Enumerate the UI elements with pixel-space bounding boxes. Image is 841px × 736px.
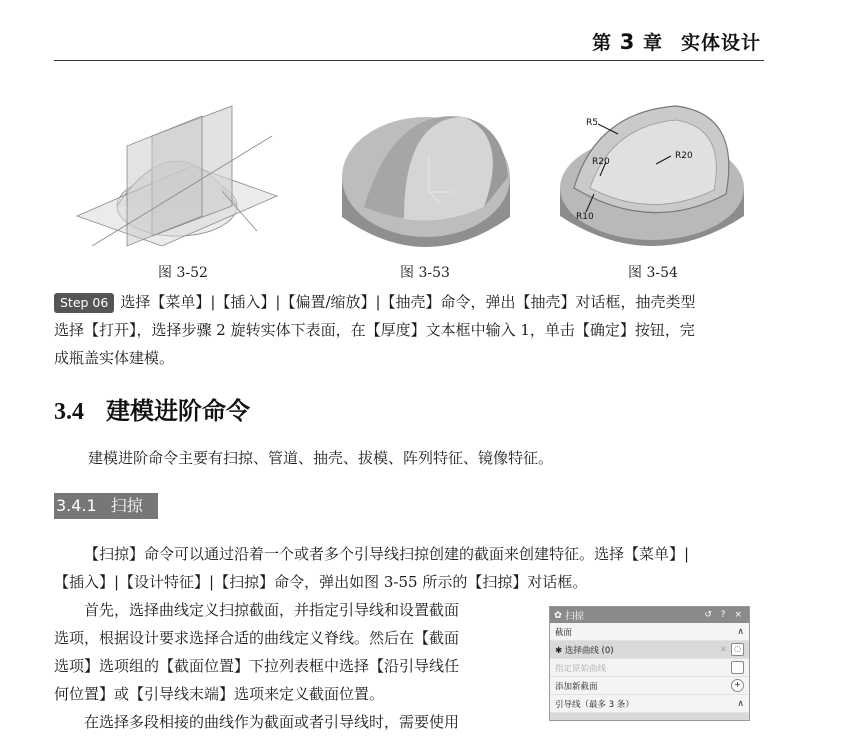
curve-rule-icon[interactable]: ◌ xyxy=(731,643,744,656)
step-badge: Step 06 xyxy=(54,293,114,313)
gear-icon: ✿ xyxy=(554,609,562,621)
figure-3-53-caption: 图 3-53 xyxy=(400,265,450,281)
section-heading: 3.4 建模进阶命令 xyxy=(54,396,250,425)
figure-3-52-image xyxy=(72,96,282,256)
select-curve-row[interactable]: ✱ 选择曲线 (0) ✕ ◌ xyxy=(550,641,749,659)
chapter-header: 第 3 章 实体设计 xyxy=(592,30,761,54)
figure-3-54-caption: 图 3-54 xyxy=(628,265,678,281)
chevron-up-icon[interactable]: ∧ xyxy=(737,626,744,637)
figure-3-52-caption: 图 3-52 xyxy=(158,265,208,281)
figure-3-53-image xyxy=(334,97,518,257)
chevron-up-icon[interactable]: ∧ xyxy=(737,698,744,709)
remove-icon[interactable]: ✕ xyxy=(719,644,727,655)
dialog-title: 扫掠 xyxy=(564,611,584,622)
guide-group-header[interactable]: 引导线（最多 3 条） ∧ xyxy=(550,695,749,713)
sweep-intro-paragraph: 【扫掠】命令可以通过沿着一个或者多个引导线扫掠创建的截面来创建特征。选择【菜单】| 【插入】|【设计特征】|【扫掠】命令，弹出如图 3-55 所示的【扫掠】对话框。 xyxy=(54,545,690,591)
figure-3-54-label-r10: R10 xyxy=(576,212,594,222)
sweep-detail-paragraph: 首先，选择曲线定义扫掠截面，并指定引导线和设置截面 选项，根据设计要求选择合适的曲线定义脊线。然后在【截面 选项】选项组的【截面位置】下拉列表框中选择【沿引导线任 何位置】或【引导线末端】选项来定义截面位置。 在选择多段相接的曲线作为截面或者引导线时，需要使用 xyxy=(54,601,460,731)
sweep-dialog xyxy=(549,606,750,721)
section-group-header[interactable]: 截面 ∧ xyxy=(550,623,749,641)
dialog-controls[interactable]: ↺ ? × xyxy=(704,610,745,620)
specify-origin-row[interactable]: 指定原始曲线 xyxy=(550,659,749,677)
guide-select-row[interactable] xyxy=(550,713,749,721)
subsection-heading: 3.4.1 扫掠 xyxy=(54,493,158,519)
add-section-row[interactable]: 添加新截面 + xyxy=(550,677,749,695)
section-intro: 建模进阶命令主要有扫掠、管道、抽壳、拔模、阵列特征、镜像特征。 xyxy=(88,449,554,467)
origin-icon[interactable] xyxy=(731,661,744,674)
add-icon[interactable]: + xyxy=(731,679,744,692)
figure-3-54-image xyxy=(556,104,748,256)
figure-3-54-label-r20-left: R20 xyxy=(592,157,610,167)
dialog-titlebar xyxy=(550,607,749,623)
figure-3-54-label-r5: R5 xyxy=(586,118,598,128)
header-rule xyxy=(54,60,764,61)
step-paragraph: Step 06 选择【菜单】|【插入】|【偏置/缩放】|【抽壳】命令，弹出【抽壳】对话框，抽壳类型 选择【打开】，选择步骤 2 旋转实体下表面，在【厚度】文本框中输入 1，单击【确定】按钮，完 成瓶盖实体建模。 xyxy=(54,293,696,367)
figure-3-54-label-r20-right: R20 xyxy=(675,151,693,161)
